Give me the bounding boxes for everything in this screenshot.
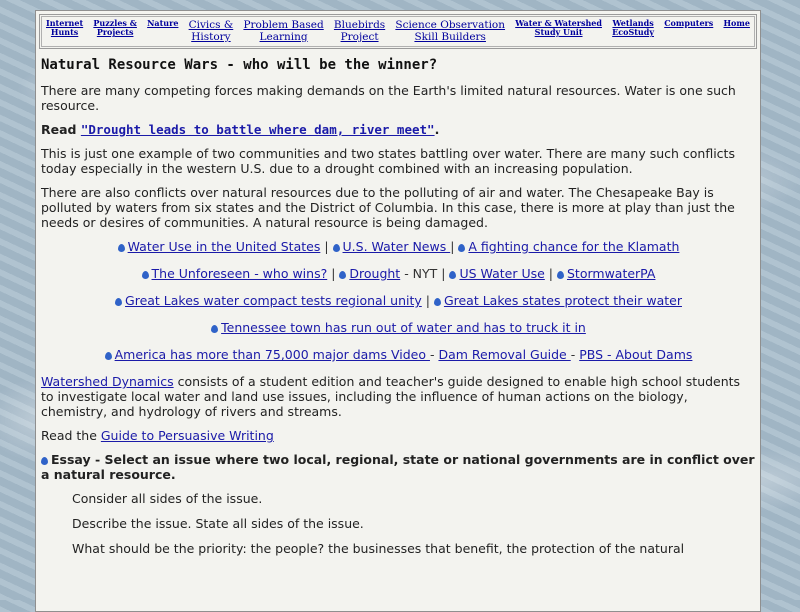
link-row-5: America has more than 75,000 major dams Video - Dam Removal Guide - PBS - About Dams (41, 347, 756, 362)
water-drop-icon (142, 271, 149, 279)
link-row-1: Water Use in the United States | U.S. Water News | A fighting chance for the Klamath (41, 239, 756, 254)
nav-civics-history[interactable]: Civics & History (188, 19, 234, 44)
link-row-2: The Unforeseen - who wins? | Drought - NYT | US Water Use | StormwaterPA (41, 266, 756, 281)
link-pbs-about-dams[interactable]: PBS - About Dams (579, 347, 693, 363)
water-drop-icon (557, 271, 564, 279)
page-title: Natural Resource Wars - who will be the winner? (41, 57, 438, 74)
drought-article-link[interactable]: "Drought leads to battle where dam, river meet" (80, 122, 435, 138)
link-us-water-news[interactable]: U.S. Water News (342, 239, 451, 255)
read-article-line: Read "Drought leads to battle where dam, river meet". (41, 122, 440, 138)
essay-step: Describe the issue. State all sides of the issue. (72, 516, 364, 532)
article-body (36, 58, 760, 556)
link-unforeseen[interactable]: The Unforeseen - who wins? (151, 266, 328, 282)
water-drop-icon (118, 244, 125, 252)
nav-bluebirds-project[interactable]: Bluebirds Project (333, 19, 386, 44)
link-great-lakes-compact[interactable]: Great Lakes water compact tests regional unity (125, 293, 422, 309)
pollution-paragraph: There are also conflicts over natural resources due to the polluting of air and water. The Chesapeake Bay is polluted by waters from six states and the District of Columbia. In this case, there is more at play than just the needs or desires of communities. A natural resource is being damaged. (41, 185, 735, 231)
nav-puzzles-projects[interactable]: Puzzles & Projects (93, 18, 137, 38)
essay-step: What should be the priority: the people? the businesses that benefit, the protection of the natural (72, 541, 685, 557)
link-dams-video[interactable]: America has more than 75,000 major dams Video (114, 347, 430, 363)
water-drop-icon (458, 244, 465, 252)
link-us-water-use[interactable]: US Water Use (459, 266, 545, 282)
water-drop-icon (115, 298, 122, 306)
link-watershed-dynamics[interactable]: Watershed Dynamics (41, 374, 174, 390)
water-drop-icon (211, 325, 218, 333)
essay-prompt: Essay - Select an issue where two local, regional, state or national governments are in conflict over a natural resource. (41, 452, 755, 483)
link-klamath[interactable]: A fighting chance for the Klamath (468, 239, 680, 255)
intro-paragraph: There are many competing forces making demands on the Earth's limited natural resources. Water is one such resource. (41, 83, 736, 114)
water-drop-icon (339, 271, 346, 279)
nav-computers[interactable]: Computers (664, 18, 714, 28)
nav-home[interactable]: Home (723, 18, 750, 28)
watershed-paragraph: Watershed Dynamics consists of a student edition and teacher's guide designed to enable high school students to investigate local water and land use issues, including the influence of human actions on the biology, chemistry, and hydrology of rivers and streams. (41, 374, 741, 420)
link-persuasive-writing-guide[interactable]: Guide to Persuasive Writing (100, 428, 274, 444)
essay-step: Consider all sides of the issue. (72, 491, 263, 507)
link-dam-removal-guide[interactable]: Dam Removal Guide (438, 347, 571, 363)
nav-water-watershed[interactable]: Water & Watershed Study Unit (515, 18, 602, 38)
nav-wetlands-ecostudy[interactable]: Wetlands EcoStudy (612, 18, 654, 38)
link-row-4 (41, 320, 756, 335)
water-drop-icon (449, 271, 456, 279)
content-panel (35, 10, 761, 612)
water-drop-icon (105, 352, 112, 360)
nav-internet-hunts[interactable]: Internet Hunts (46, 18, 84, 38)
link-drought[interactable]: Drought (349, 266, 401, 282)
nav-bar-frame (39, 14, 757, 49)
water-drop-icon (41, 457, 48, 465)
nav-nature[interactable]: Nature (147, 18, 179, 28)
conflict-paragraph: This is just one example of two communities and two states battling over water. There are many such conflicts today especially in the western U.S. due to a drought combined with an increasing population. (41, 146, 735, 177)
nav-science-observation[interactable]: Science Observation Skill Builders (395, 19, 506, 44)
water-drop-icon (434, 298, 441, 306)
link-tennessee-town[interactable]: Tennessee town has run out of water and has to truck it in (221, 320, 586, 336)
link-row-3: Great Lakes water compact tests regional unity | Great Lakes states protect their water (41, 293, 756, 308)
link-stormwaterpa[interactable]: StormwaterPA (566, 266, 656, 282)
nav-problem-based-learning[interactable]: Problem Based Learning (243, 19, 324, 44)
link-water-use-us[interactable]: Water Use in the United States (127, 239, 321, 255)
nav-bar (41, 16, 755, 47)
water-drop-icon (333, 244, 340, 252)
guide-line: Read the Guide to Persuasive Writing (41, 428, 274, 444)
link-great-lakes-protect[interactable]: Great Lakes states protect their water (443, 293, 682, 309)
